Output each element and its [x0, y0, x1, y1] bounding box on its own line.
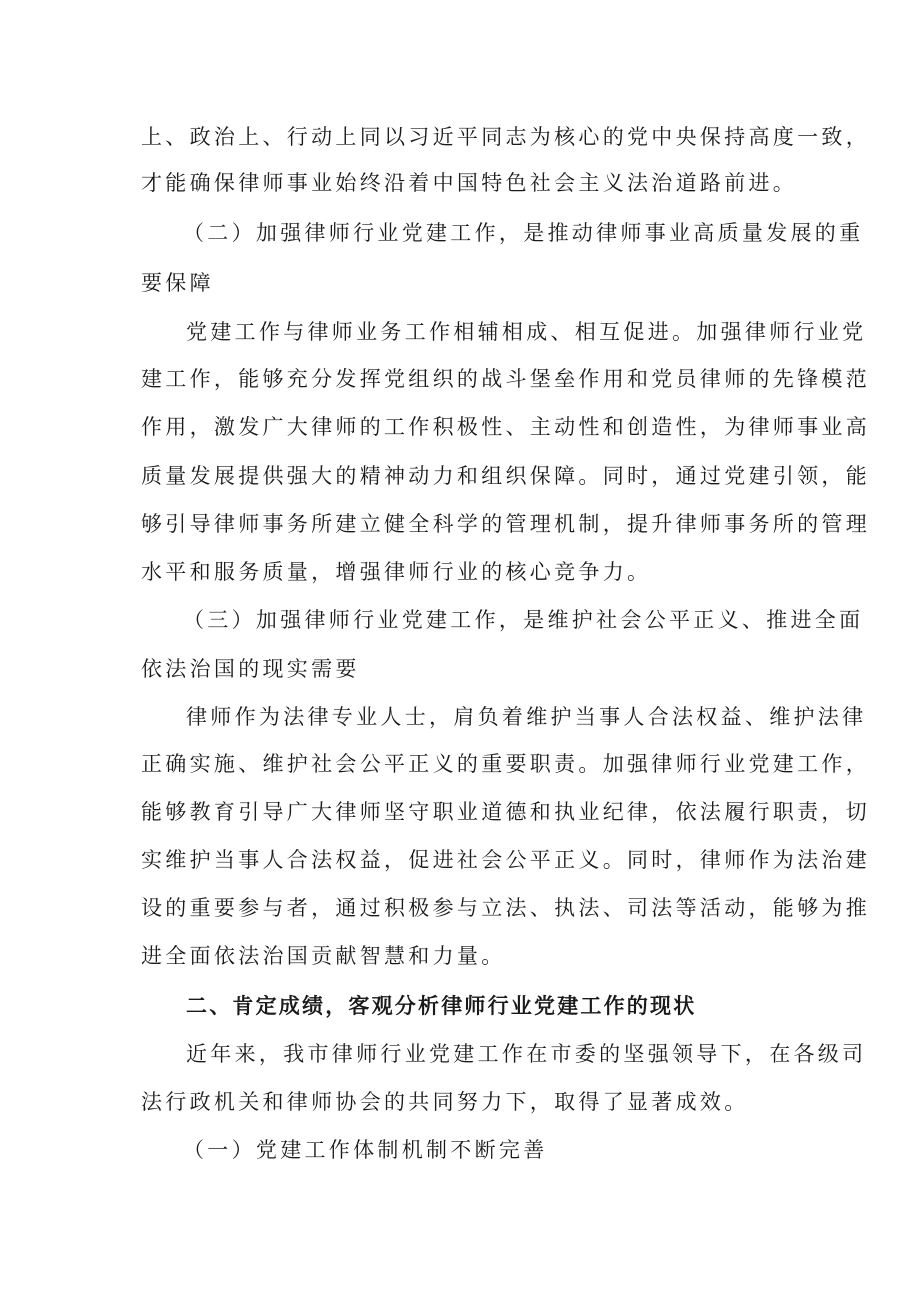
- body-text-line: 法行政机关和律师协会的共同努力下，取得了显著成效。: [141, 1090, 749, 1114]
- body-text-line: 进全面依法治国贡献智慧和力量。: [141, 944, 506, 968]
- subsection-heading-line: （一）党建工作体制机制不断完善: [183, 1138, 548, 1162]
- body-text-line: 党建工作与律师业务工作相辅相成、相互促进。加强律师行业党: [186, 320, 867, 344]
- subsection-heading-line: （三）加强律师行业党建工作，是维护社会公平正义、推进全面: [183, 608, 864, 632]
- body-text-line: 设的重要参与者，通过积极参与立法、执法、司法等活动，能够为推: [141, 896, 870, 920]
- subsection-heading-line: （二）加强律师行业党建工作，是推动律师事业高质量发展的重: [183, 221, 864, 245]
- body-text-line: 实维护当事人合法权益，促进社会公平正义。同时，律师作为法治建: [141, 848, 870, 872]
- body-text-line: 正确实施、维护社会公平正义的重要职责。加强律师行业党建工作，: [141, 752, 870, 776]
- body-text-line: 上、政治上、行动上同以习近平同志为核心的党中央保持高度一致，: [141, 125, 870, 149]
- body-text-line: 质量发展提供强大的精神动力和组织保障。同时，通过党建引领，能: [141, 464, 870, 488]
- section-heading: 二、肯定成绩，客观分析律师行业党建工作的现状: [186, 994, 697, 1018]
- body-text-line: 水平和服务质量，增强律师行业的核心竞争力。: [141, 560, 652, 584]
- body-text-line: 建工作，能够充分发挥党组织的战斗堡垒作用和党员律师的先锋模范: [141, 367, 870, 391]
- body-text-line: 够引导律师事务所建立健全科学的管理机制，提升律师事务所的管理: [141, 512, 870, 536]
- subsection-heading-line: 要保障: [141, 271, 214, 295]
- body-text-line: 作用，激发广大律师的工作积极性、主动性和创造性，为律师事业高: [141, 415, 870, 439]
- body-text-line: 能够教育引导广大律师坚守职业道德和执业纪律，依法履行职责，切: [141, 800, 870, 824]
- body-text-line: 律师作为法律专业人士，肩负着维护当事人合法权益、维护法律: [186, 705, 867, 729]
- subsection-heading-line: 依法治国的现实需要: [141, 657, 360, 681]
- body-text-line: 近年来，我市律师行业党建工作在市委的坚强领导下，在各级司: [186, 1042, 867, 1066]
- body-text-line: 才能确保律师事业始终沿着中国特色社会主义法治道路前进。: [141, 171, 798, 195]
